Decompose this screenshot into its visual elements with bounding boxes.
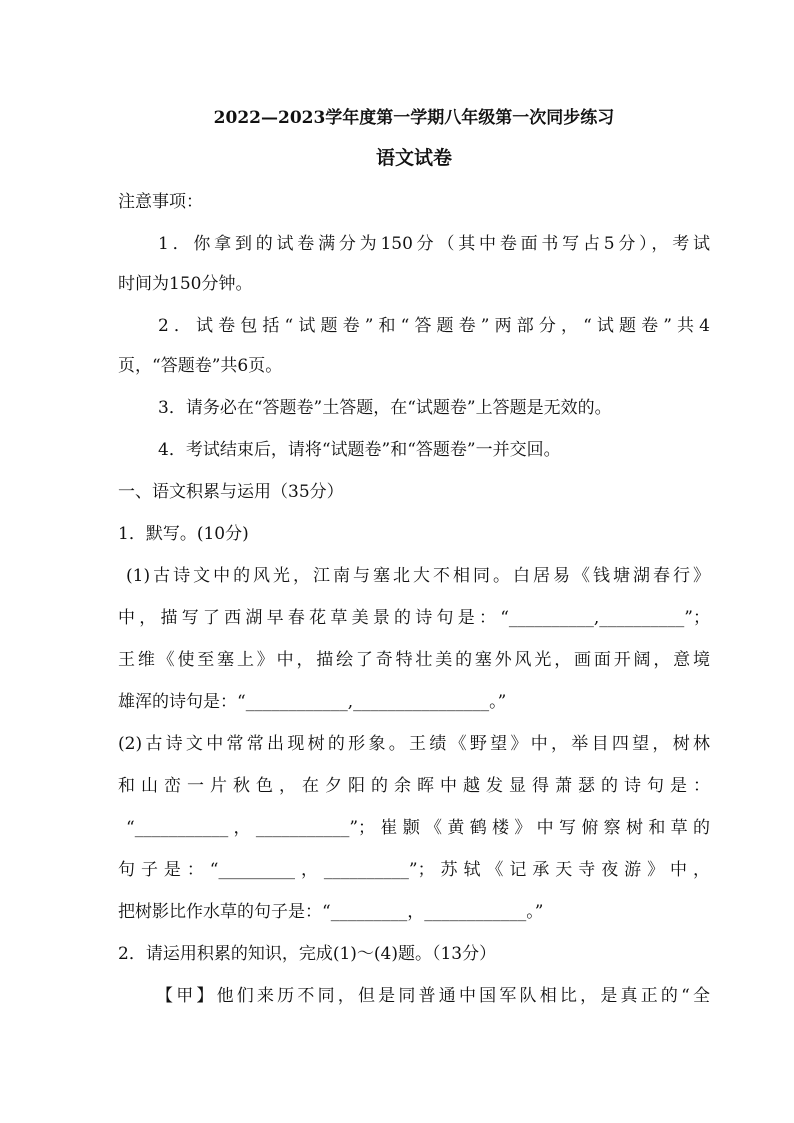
question-1-part-2-line-3: “___________，___________”；崔颢《黄鹤楼》中写俯察树和草的 — [126, 818, 710, 838]
notice-item-4: 4．考试结束后，请将“试题卷”和“答题卷”一并交回。 — [158, 440, 561, 460]
notice-item-1-line-2: 时间为150分钟。 — [118, 274, 253, 294]
question-2-passage-line-1: 【甲】他们来历不同，但是同普通中国军队相比，是真正的“全 — [156, 986, 710, 1006]
question-1-heading: 1．默写。(10分) — [118, 524, 249, 544]
question-1-part-1-line-2: 中，描写了西湖早春花草美景的诗句是：“__________,__________”； — [118, 608, 710, 628]
question-1-part-2-line-5: 把树影比作水草的句子是：“_________，____________。” — [118, 902, 544, 922]
question-1-part-1-line-3: 王维《使至塞上》中，描绘了奇特壮美的塞外风光，画面开阔，意境 — [118, 650, 710, 670]
exam-subtitle: 语文试卷 — [375, 147, 452, 169]
notice-item-3: 3．请务必在“答题卷”土答题，在“试题卷”上答题是无效的。 — [158, 398, 612, 418]
exam-title: 2022—2023学年度第一学期八年级第一次同步练习 — [213, 108, 615, 128]
question-1-part-1-line-1: (1)古诗文中的风光，江南与塞北大不相同。白居易《钱塘湖春行》 — [126, 566, 710, 586]
question-1-part-2-line-2: 和山峦一片秋色，在夕阳的余晖中越发显得萧瑟的诗句是： — [118, 776, 710, 796]
question-1-part-2-line-1: (2)古诗文中常常出现树的形象。王绩《野望》中，举目四望，树林 — [118, 734, 710, 754]
notice-heading: 注意事项： — [118, 192, 203, 212]
section-1-heading: 一、语文积累与运用（35分） — [118, 482, 344, 502]
notice-item-2-line-2: 页，“答题卷”共6页。 — [118, 356, 283, 376]
question-1-part-1-line-4: 雄浑的诗句是：“____________,________________。” — [118, 692, 507, 712]
question-2-heading: 2．请运用积累的知识，完成(1)～(4)题。（13分） — [118, 944, 497, 964]
question-1-part-2-line-4: 句子是：“_________，__________”；苏轼《记承天寺夜游》中， — [118, 860, 710, 880]
notice-item-1-line-1: 1．你拿到的试卷满分为150分（其中卷面书写占5分），考试 — [158, 234, 710, 254]
notice-item-2-line-1: 2．试卷包括“试题卷”和“答题卷”两部分，“试题卷”共4 — [158, 316, 710, 336]
